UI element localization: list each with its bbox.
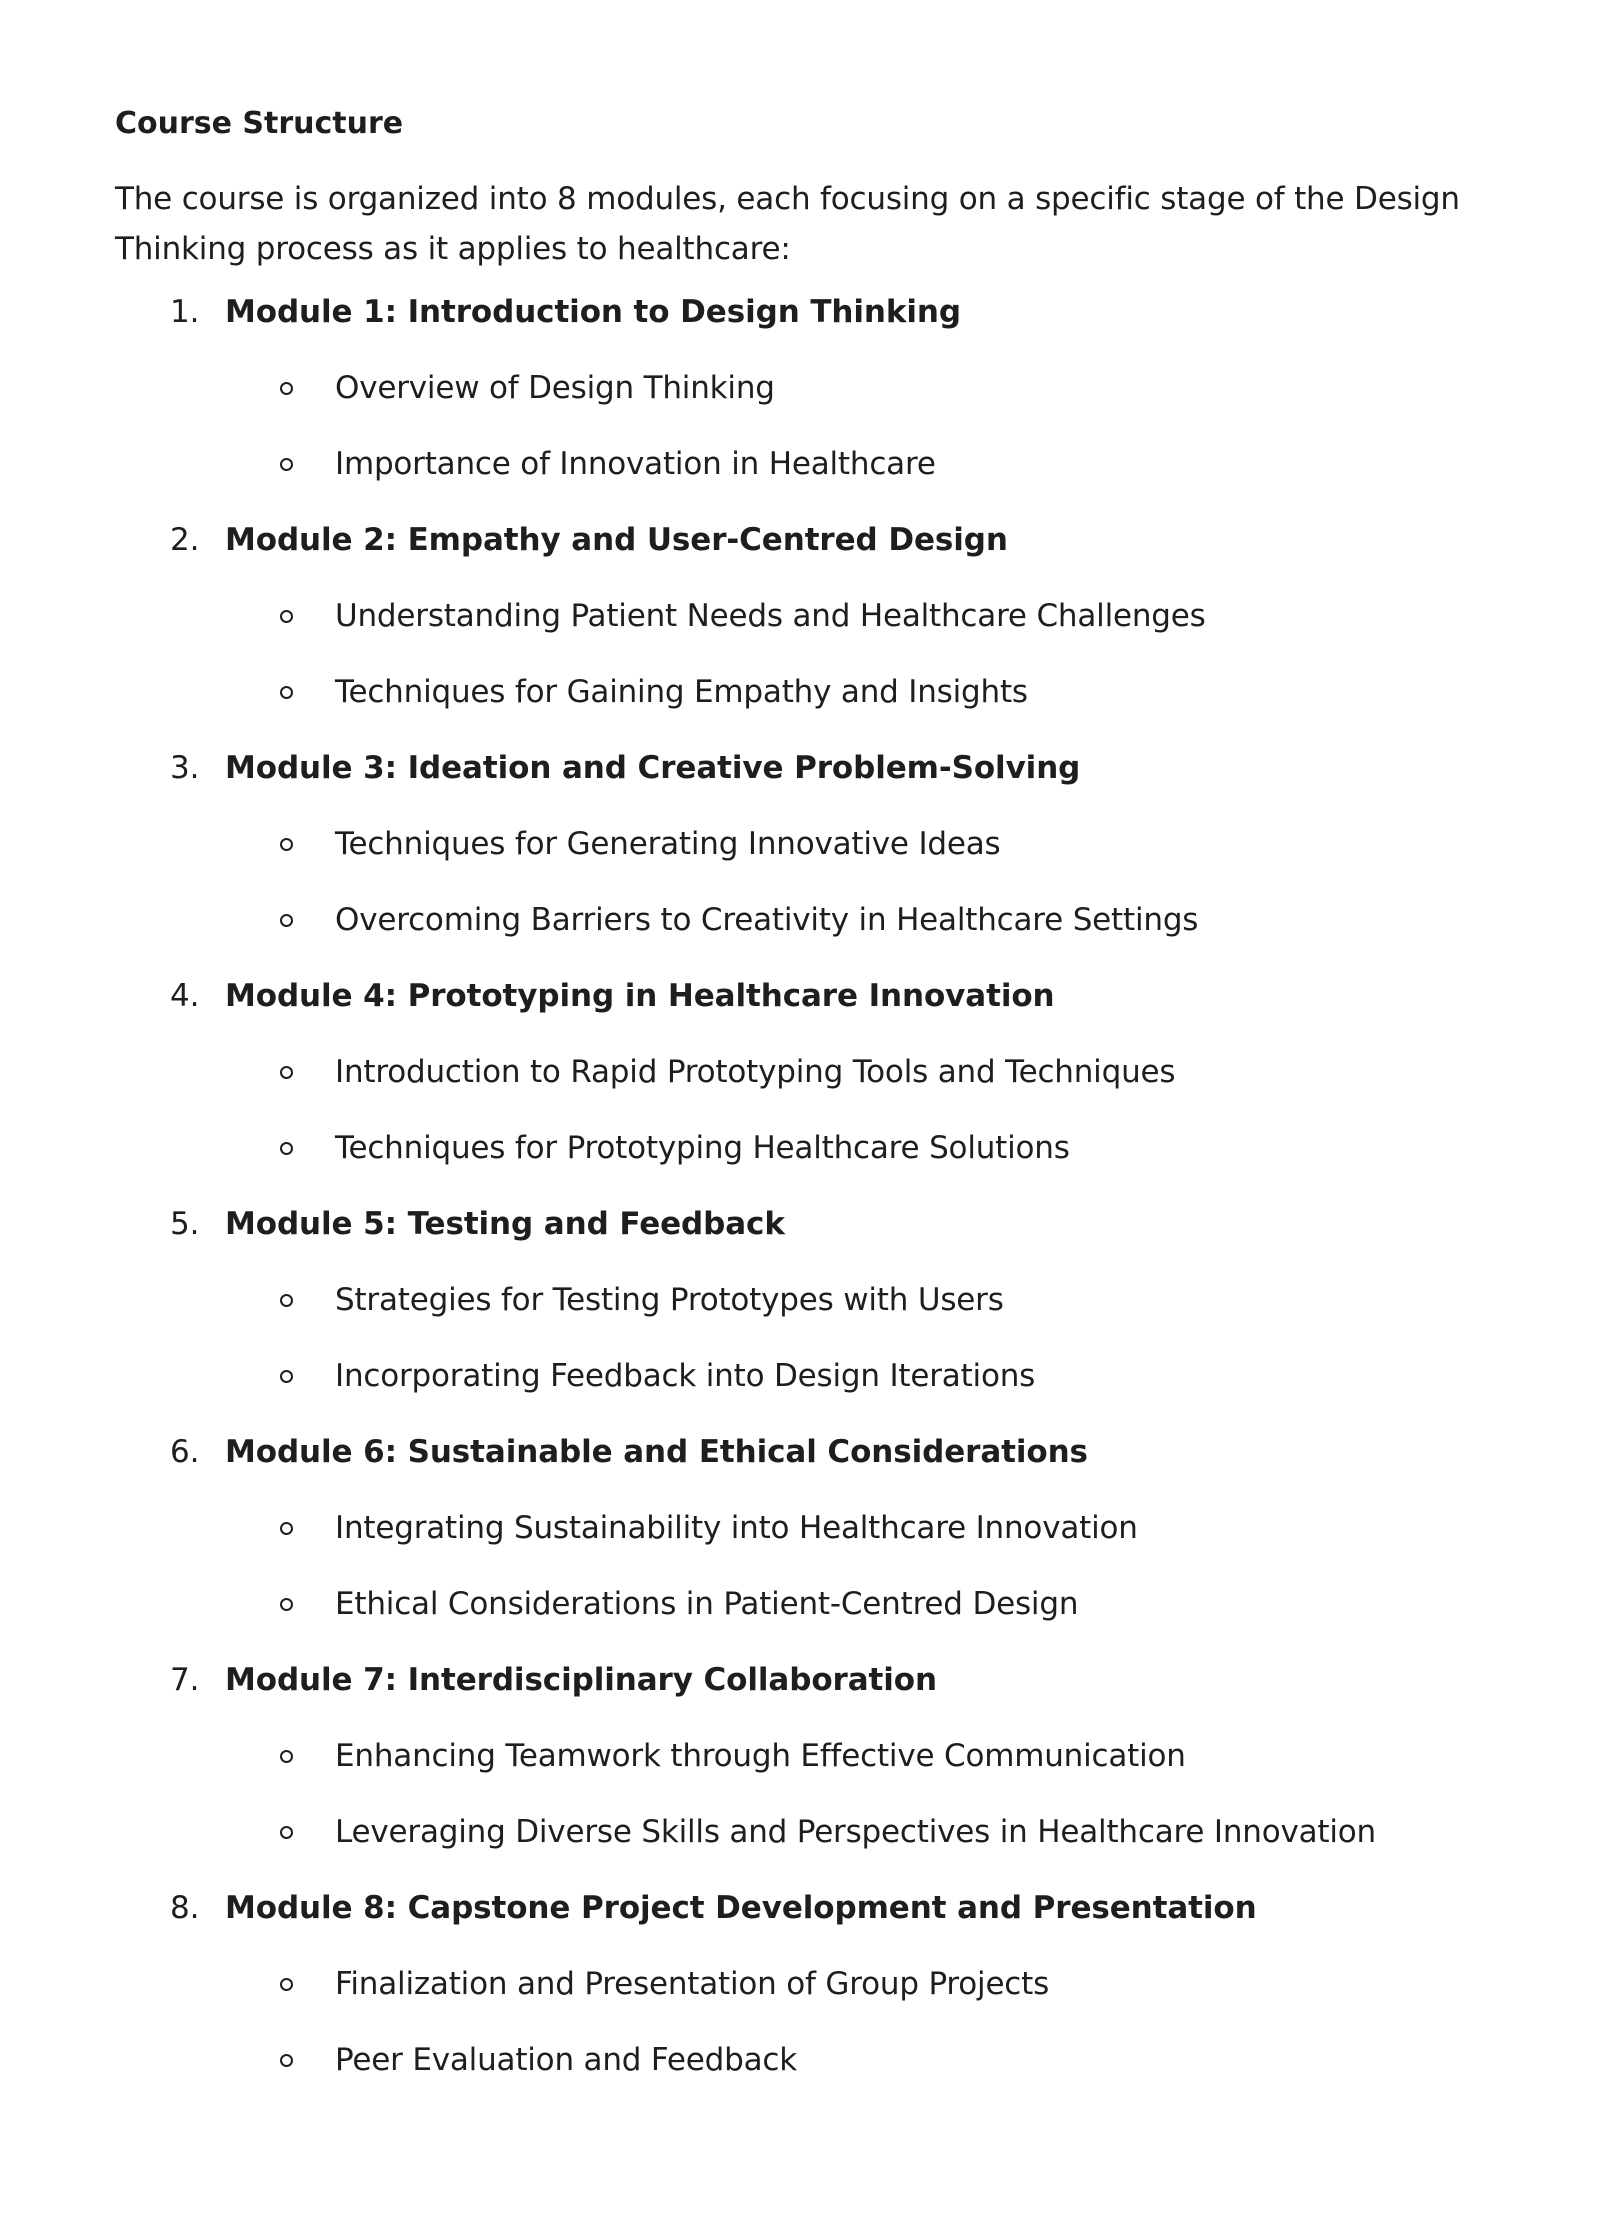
hollow-bullet-icon [115,1744,335,1768]
module-topics [115,1490,1490,1642]
hollow-bullet-icon [115,604,335,628]
topic-text: Importance of Innovation in Healthcare [335,446,936,482]
topic-text: Leveraging Diverse Skills and Perspectives in Healthcare Innovation [335,1814,1377,1850]
module-title: Module 7: Interdisciplinary Collaboration [225,1662,937,1698]
module-item [115,1642,1490,1870]
module-title: Module 8: Capstone Project Development and Presentation [225,1890,1257,1926]
hollow-bullet-icon [115,1136,335,1160]
topic-item [115,1718,1490,1794]
topic-item [115,882,1490,958]
topic-item [115,654,1490,730]
module-topics [115,1946,1490,2098]
module-item [115,1414,1490,1642]
topic-text: Techniques for Gaining Empathy and Insights [335,674,1028,710]
module-item [115,958,1490,1186]
topic-text: Incorporating Feedback into Design Iterations [335,1358,1036,1394]
module-topics [115,578,1490,730]
topic-text: Peer Evaluation and Feedback [335,2042,797,2078]
topic-text: Techniques for Generating Innovative Ideas [335,826,1001,862]
topic-text: Understanding Patient Needs and Healthcare Challenges [335,598,1206,634]
module-number: 1. [170,294,200,330]
module-title-row [115,1642,1490,1718]
topic-item [115,1566,1490,1642]
module-title-row [115,274,1490,350]
module-number: 6. [170,1434,200,1470]
topic-item [115,1262,1490,1338]
module-number: 3. [170,750,200,786]
module-title: Module 1: Introduction to Design Thinking [225,294,961,330]
topic-text: Overview of Design Thinking [335,370,775,406]
module-topics [115,1034,1490,1186]
module-title-row [115,1870,1490,1946]
module-title-row [115,502,1490,578]
hollow-bullet-icon [115,1364,335,1388]
hollow-bullet-icon [115,832,335,856]
topic-item [115,1034,1490,1110]
module-number: 8. [170,1890,200,1926]
topic-text: Finalization and Presentation of Group Projects [335,1966,1050,2002]
topic-item [115,806,1490,882]
module-title: Module 2: Empathy and User-Centred Design [225,522,1008,558]
topic-item [115,2022,1490,2098]
module-title-row [115,730,1490,806]
section-heading: Course Structure [115,106,404,141]
hollow-bullet-icon [115,680,335,704]
topic-item [115,1946,1490,2022]
module-number: 4. [170,978,200,1014]
topic-item [115,350,1490,426]
topic-item [115,1490,1490,1566]
topic-text: Techniques for Prototyping Healthcare Solutions [335,1130,1070,1166]
module-topics [115,350,1490,502]
topic-item [115,1338,1490,1414]
topic-text: Integrating Sustainability into Healthcare Innovation [335,1510,1138,1546]
module-topics [115,1262,1490,1414]
module-topics [115,806,1490,958]
module-title: Module 6: Sustainable and Ethical Considerations [225,1434,1088,1470]
module-title: Module 5: Testing and Feedback [225,1206,785,1242]
topic-text: Introduction to Rapid Prototyping Tools and Techniques [335,1054,1176,1090]
hollow-bullet-icon [115,1820,335,1844]
hollow-bullet-icon [115,1516,335,1540]
module-item [115,1870,1490,2098]
topic-item [115,1110,1490,1186]
topic-item [115,426,1490,502]
module-title-row [115,958,1490,1034]
hollow-bullet-icon [115,2048,335,2072]
topic-text: Ethical Considerations in Patient-Centred Design [335,1586,1079,1622]
topic-text: Enhancing Teamwork through Effective Communication [335,1738,1186,1774]
hollow-bullet-icon [115,908,335,932]
module-title: Module 3: Ideation and Creative Problem-Solving [225,750,1081,786]
topic-text: Strategies for Testing Prototypes with Users [335,1282,1004,1318]
module-number: 5. [170,1206,200,1242]
module-list [115,274,1490,2098]
module-number: 7. [170,1662,200,1698]
module-item [115,730,1490,958]
module-title-row [115,1186,1490,1262]
hollow-bullet-icon [115,1592,335,1616]
topic-item [115,1794,1490,1870]
hollow-bullet-icon [115,376,335,400]
module-title: Module 4: Prototyping in Healthcare Innovation [225,978,1055,1014]
module-item [115,1186,1490,1414]
hollow-bullet-icon [115,452,335,476]
hollow-bullet-icon [115,1288,335,1312]
module-number: 2. [170,522,200,558]
topic-text: Overcoming Barriers to Creativity in Healthcare Settings [335,902,1199,938]
module-item [115,274,1490,502]
topic-item [115,578,1490,654]
module-title-row [115,1414,1490,1490]
intro-paragraph: The course is organized into 8 modules, each focusing on a specific stage of the Design Thinking process as it applies to healthcare: [115,181,1460,267]
module-topics [115,1718,1490,1870]
hollow-bullet-icon [115,1060,335,1084]
module-item [115,502,1490,730]
hollow-bullet-icon [115,1972,335,1996]
